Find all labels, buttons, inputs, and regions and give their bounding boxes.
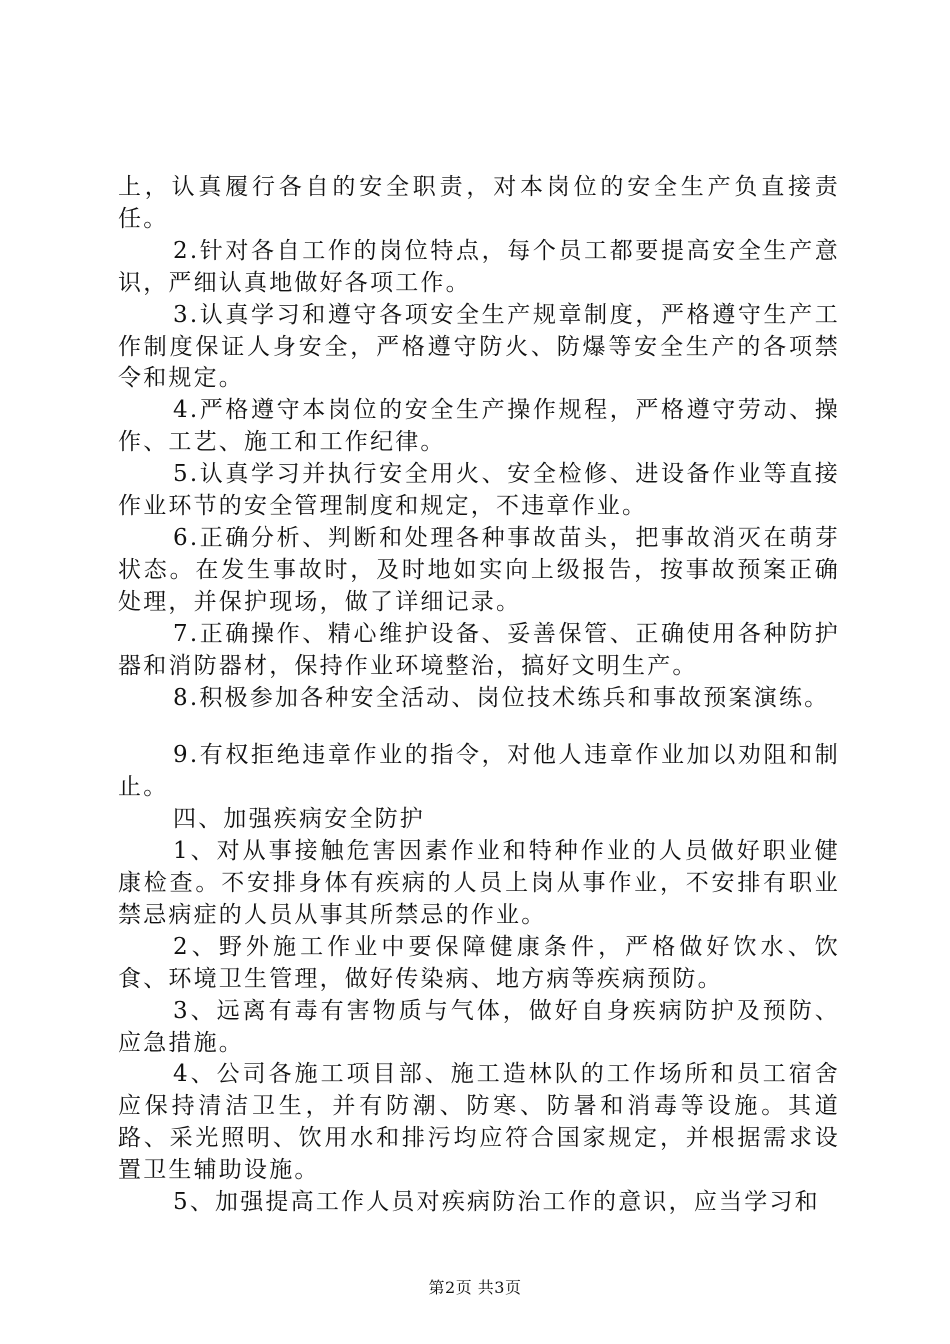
paragraph-health-4: 4、公司各施工项目部、施工造林队的工作场所和员工宿舍应保持清洁卫生，并有防潮、防寒、防暑和消毒等设施。其道路、采光照明、饮用水和排污均应符合国家规定，并根据需求设置卫生辅助设施。 <box>118 1061 840 1184</box>
paragraph-health-3: 3、远离有毒有害物质与气体，做好自身疾病防护及预防、应急措施。 <box>118 997 840 1056</box>
section-heading: 四、加强疾病安全防护 <box>173 806 425 833</box>
paragraph-item-4: 4.严格遵守本岗位的安全生产操作规程，严格遵守劳动、操作、工艺、施工和工作纪律。 <box>118 397 840 456</box>
paragraph-continuation: 上，认真履行各自的安全职责，对本岗位的安全生产负直接责任。 <box>118 174 840 232</box>
paragraph-item-5: 5.认真学习并执行安全用火、安全检修、进设备作业等直接作业环节的安全管理制度和规定，不违章作业。 <box>118 461 840 520</box>
document-body <box>118 172 840 1219</box>
paragraph-item-2: 2.针对各自工作的岗位特点，每个员工都要提高安全生产意识，严细认真地做好各项工作。 <box>118 237 840 296</box>
paragraph-item-7: 7.正确操作、精心维护设备、妥善保管、正确使用各种防护器和消防器材，保持作业环境整治，搞好文明生产。 <box>118 620 840 679</box>
paragraph-item-6: 6.正确分析、判断和处理各种事故苗头，把事故消灭在萌芽状态。在发生事故时，及时地如实向上级报告，按事故预案正确处理，并保护现场，做了详细记录。 <box>118 524 840 615</box>
paragraph-item-3: 3.认真学习和遵守各项安全生产规章制度，严格遵守生产工作制度保证人身安全，严格遵守防火、防爆等安全生产的各项禁令和规定。 <box>118 301 840 392</box>
paragraph-health-2: 2、野外施工作业中要保障健康条件，严格做好饮水、饮食、环境卫生管理，做好传染病、地方病等疾病预防。 <box>118 933 840 992</box>
paragraph-item-8: 8.积极参加各种安全活动、岗位技术练兵和事故预案演练。 <box>173 684 830 711</box>
page-number-footer: 第2页 共3页 <box>428 1278 522 1297</box>
paragraph-health-1: 1、对从事接触危害因素作业和特种作业的人员做好职业健康检查。不安排身体有疾病的人员上岗从事作业，不安排有职业禁忌病症的人员从事其所禁忌的作业。 <box>118 838 840 928</box>
paragraph-health-5: 5、加强提高工作人员对疾病防治工作的意识，应当学习和 <box>173 1189 820 1216</box>
paragraph-item-9: 9.有权拒绝违章作业的指令，对他人违章作业加以劝阻和制止。 <box>118 742 840 801</box>
